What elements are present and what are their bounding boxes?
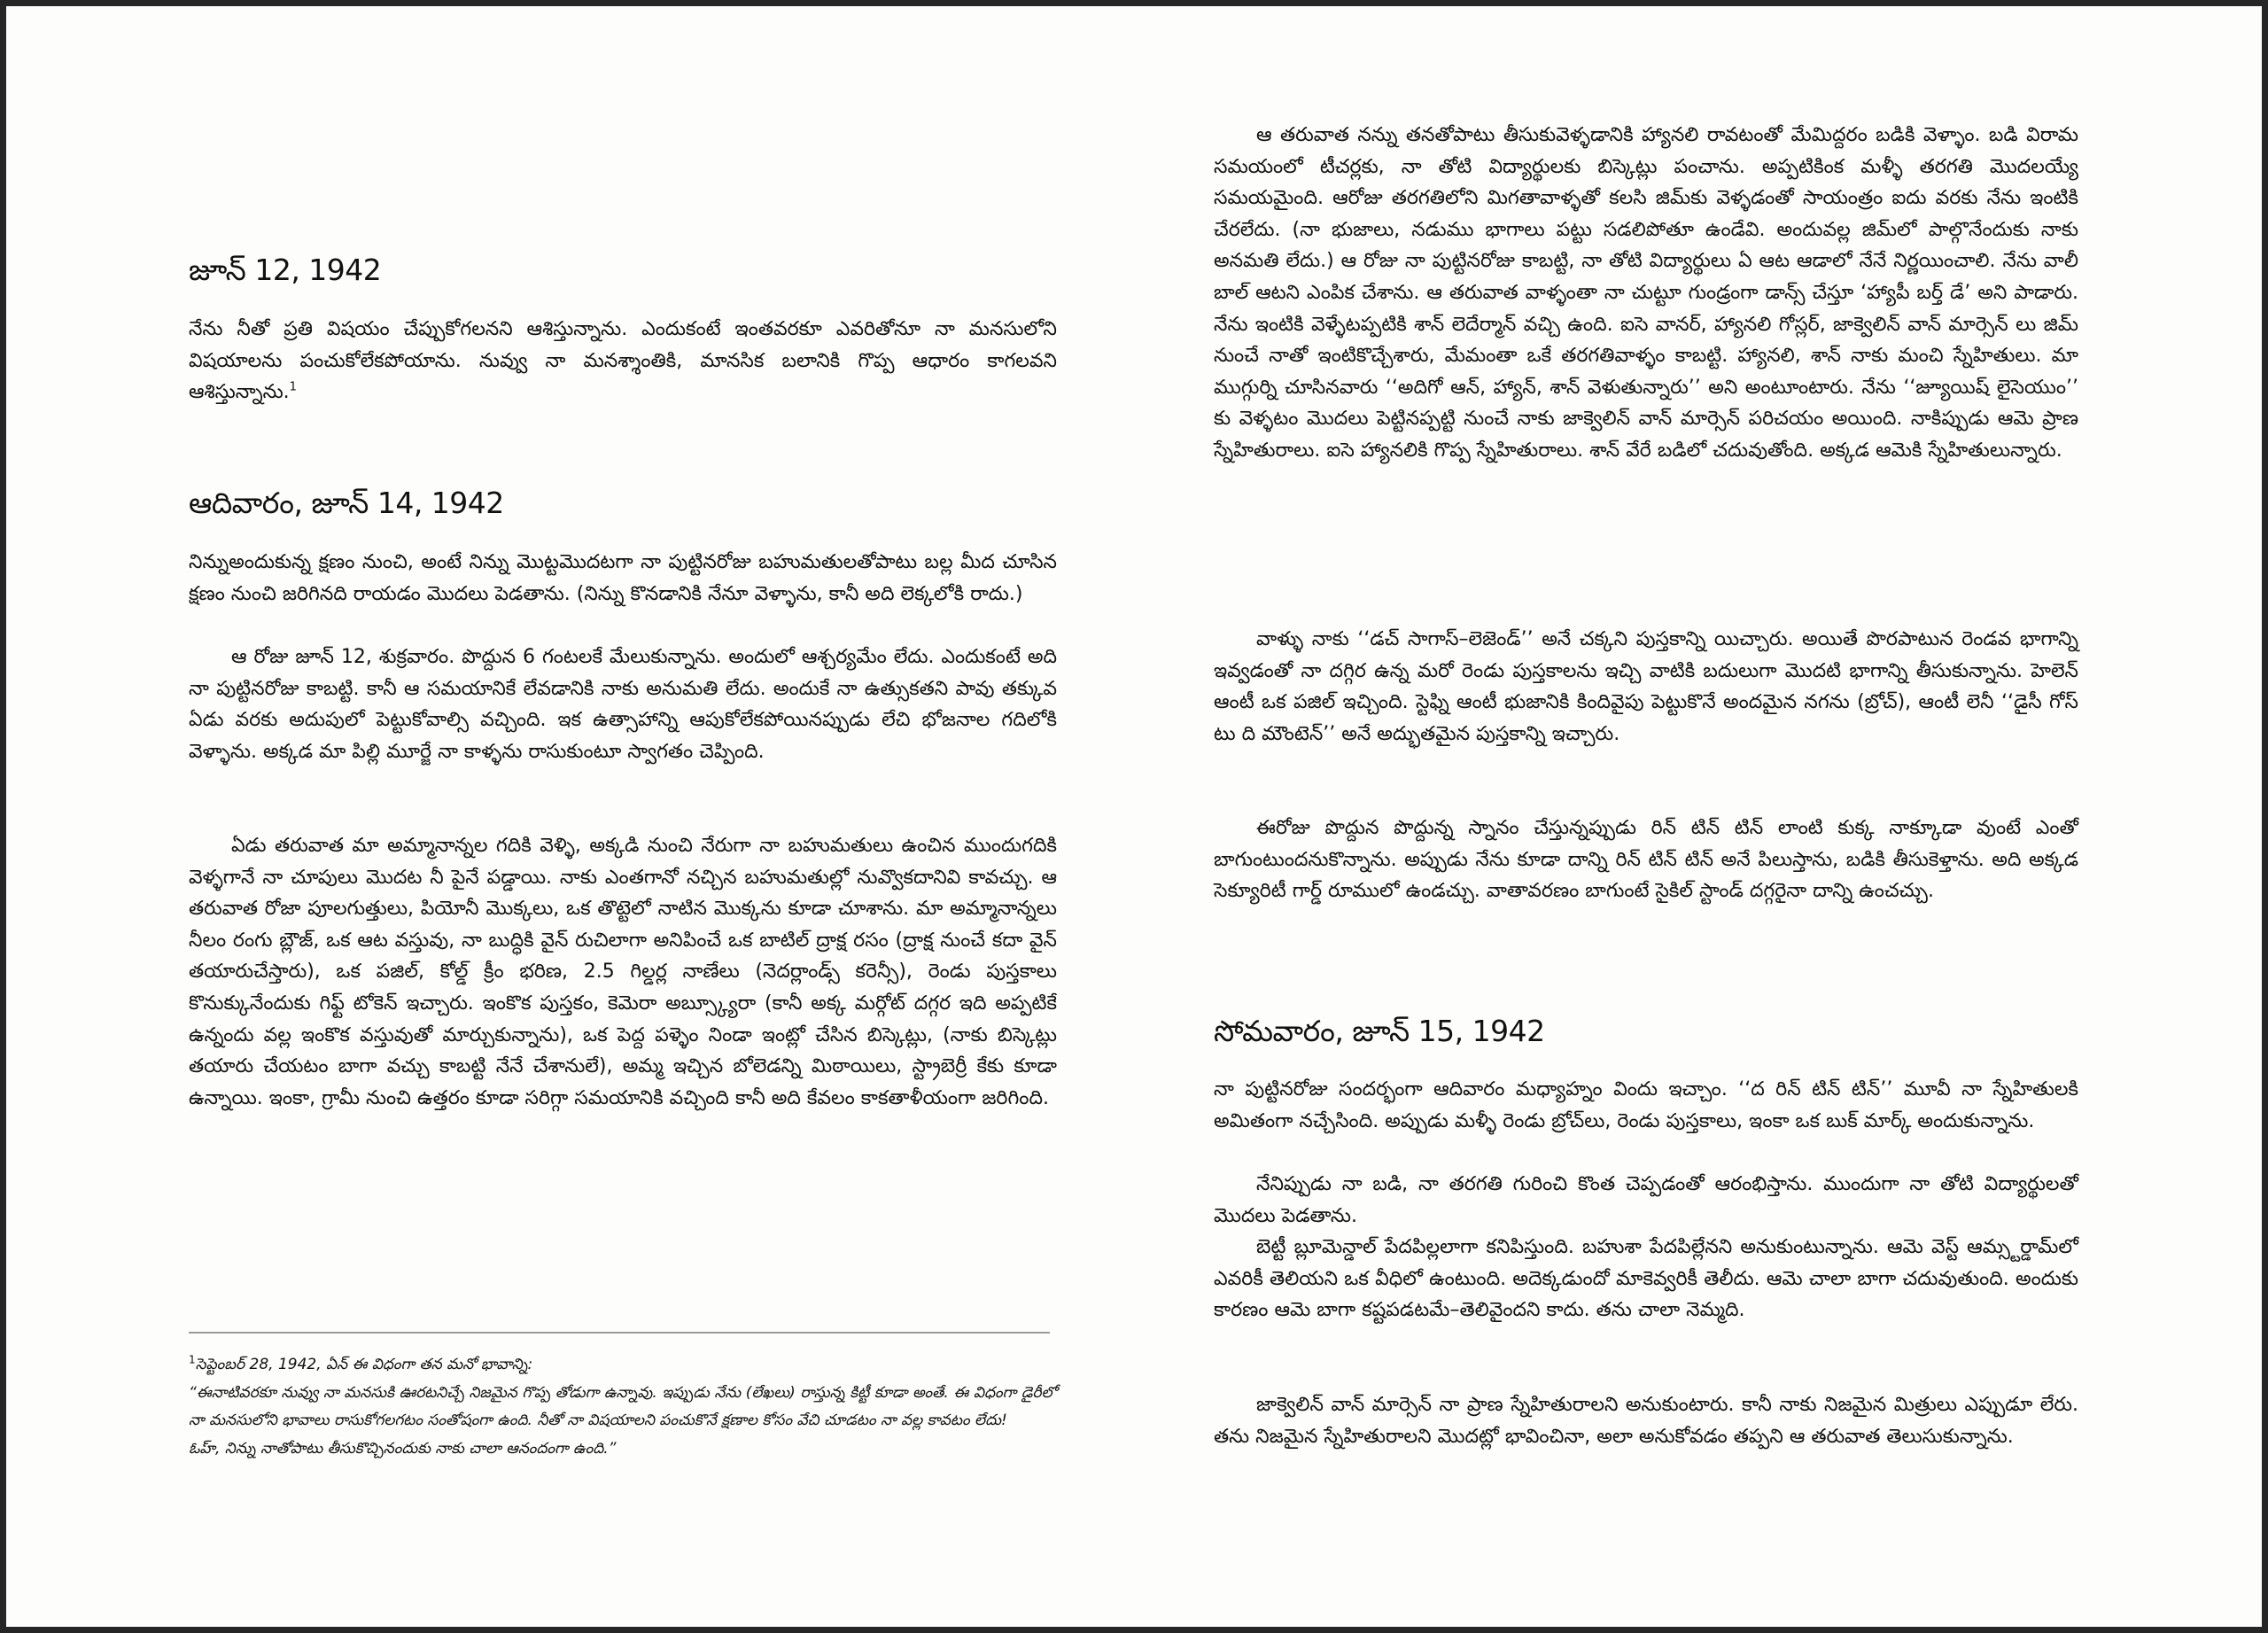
book-spread	[6, 6, 2262, 1627]
paragraph: నిన్నుఅందుకున్న క్షణం నుంచి, అంటే నిన్ను మొట్టమొదటగా నా పుట్టినరోజు బహుమతులతోపాటు బల్ల మీద చూసిన క్షణం నుంచి జరిగినది రాయడం మొదలు పెడతాను. (నిన్ను కొనడానికి నేనూ వెళ్ళాను, కానీ అది లెక్కలోకి రాదు.)	[189, 551, 1057, 605]
left-page	[189, 6, 1057, 1627]
paragraph	[189, 314, 1057, 408]
paragraph: ఆ తరువాత నన్ను తనతోపాటు తీసుకువెళ్ళడానికి హ్యానలి రావటంతో మేమిద్దరం బడికి వెళ్ళాం. బడి విరామ సమయంలో టీచర్లకు, నా తోటి విద్యార్థులకు బిస్కెట్లు పంచాను. అప్పటికింక మళ్ళీ తరగతి మొదలయ్యే సమయమైంది. ఆరోజు తరగతిలోని మిగతావాళ్ళతో కలసి జిమ్‌కు వెళ్ళడంతో సాయంత్రం ఐదు వరకు నేను ఇంటికి చేరలేదు. (నా భుజాలు, నడుము భాగాలు పట్టు సడలిపోతూ ఉండేవి. అందువల్ల జిమ్‌లో పాల్గొనేందుకు నాకు అనమతి లేదు.) ఆ రోజు నా పుట్టినరోజు కాబట్టి, నా తోటి విద్యార్థులు ఏ ఆట ఆడాలో నేనే నిర్ణయించాలి. నేను వాలీ బాల్ ఆటని ఎంపిక చేశాను. ఆ తరువాత వాళ్ళంతా నా చుట్టూ గుండ్రంగా డాన్స్ చేస్తూ ‘హ్యాపీ బర్త్ డే’ అని పాడారు. నేను ఇంటికి వెళ్ళేటప్పటికి శాన్ లెదేర్మాన్ వచ్చి ఉంది. ఐసె వానర్, హ్యానలి గోస్లర్, జాక్వెలిన్ వాన్ మార్సెన్ లు జిమ్ నుంచే నాతో ఇంటికొచ్చేశారు, మేమంతా ఒకే తరగతివాళ్ళం కాబట్టి. హ్యానలి, శాన్ నాకు మంచి స్నేహితులు. మా ముగ్గుర్ని చూసినవారు ‘‘అదిగో ఆన్, హ్యాన్, శాన్ వెళుతున్నారు’’ అని అంటూంటారు. నేను ‘‘జ్యూయిష్ లైసెయుం’’ కు వెళ్ళటం మొదలు పెట్టినప్పట్టి నుంచే నాకు జాక్వెలిన్ వాన్ మార్సెన్ పరిచయం అయింది. నాకిప్పుడు ఆమె ప్రాణ స్నేహితురాలు. ఐసె హ్యానలికి గొప్ప స్నేహితురాలు. శాన్ వేరే బడిలో చదువుతోంది. అక్కడ ఆమెకి స్నేహితులున్నారు.	[1214, 124, 2078, 462]
entry-heading-sunday-june-14: ఆదివారం, జూన్ 14, 1942	[189, 486, 504, 520]
footnote-marker: 1	[189, 1353, 196, 1366]
footnote-quote: “ఈనాటివరకూ నువ్వు నా మనసుకి ఊరటనిచ్చే నిజమైన గొప్ప తోడుగా ఉన్నావు. ఇప్పుడు నేను (లేఖలు) రాస్తున్న కిట్టీ కూడా అంతే. ఈ విధంగా డైరీలో నా మనసులోని భావాలు రాసుకోగలగటం సంతోషంగా ఉంది. నీతో నా విషయాలని పంచుకొనే క్షణాల కోసం వేచి చూడటం నా వల్ల కావటం లేదు!	[189, 1383, 1057, 1429]
footnote-intro-text: సెప్టెంబర్ 28, 1942, ఏన్ ఈ విధంగా తన మనో భావాన్ని:	[195, 1356, 533, 1373]
paragraph: జాక్వెలిన్ వాన్ మార్సెన్ నా ప్రాణ స్నేహితురాలని అనుకుంటారు. కానీ నాకు నిజమైన మిత్రులు ఎప్పుడూ లేరు. తను నిజమైన స్నేహితురాలని మొదట్లో భావించినా, అలా అనుకోవడం తప్పని ఆ తరువాత తెలుసుకున్నాను.	[1214, 1394, 2078, 1448]
paragraph: బెట్టీ బ్లూమెన్డాల్ పేదపిల్లలాగా కనిపిస్తుంది. బహుశా పేదపిల్లేనని అనుకుంటున్నాను. ఆమె వెస్ట్ ఆమ్స్టర్డామ్‌లో ఎవరికీ తెలియని ఒక వీధిలో ఉంటుంది. అదెక్కడుందో మాకెవ్వరికీ తెలీదు. ఆమె చాలా బాగా చదువుతుంది. అందుకు కారణం ఆమె బాగా కష్టపడటమే–తెలివైందని కాదు. తను చాలా నెమ్మది.	[1214, 1236, 2078, 1322]
paragraph: వాళ్ళు నాకు ‘‘డచ్ సాగాస్–లెజెండ్’’ అనే చక్కని పుస్తకాన్ని యిచ్చారు. అయితే పొరపాటున రెండవ భాగాన్ని ఇవ్వడంతో నా దగ్గిర ఉన్న మరో రెండు పుస్తకాలను ఇచ్చి వాటికి బదులుగా మొదటి భాగాన్ని తీసుకున్నాను. హెలెన్ ఆంటీ ఒక పజిల్ ఇచ్చింది. స్టెఫ్ని ఆంటీ భుజానికి కిందివైపు పెట్టుకొనే అందమైన నగను (బ్రోచ్), ఆంటీ లెనీ ‘‘డైసీ గోస్ టు ది మౌంటెన్’’ అనే అద్భుతమైన పుస్తకాన్ని ఇచ్చారు.	[1214, 628, 2078, 745]
paragraph: నా పుట్టినరోజు సందర్భంగా ఆదివారం మధ్యాహ్నం విందు ఇచ్చాం. ‘‘ద రిన్ టిన్ టిన్’’ మూవీ నా స్నేహితులకి అమితంగా నచ్చేసింది. అప్పుడు మళ్ళీ రెండు బ్రోచ్‌లు, రెండు పుస్తకాలు, ఇంకా ఒక బుక్ మార్క్ అందుకున్నాను.	[1214, 1078, 2078, 1132]
entry-heading-monday-june-15: సోమవారం, జూన్ 15, 1942	[1214, 1014, 1545, 1048]
footnote-intro	[189, 1351, 1057, 1380]
footnote-closing: ఓహ్, నిన్ను నాతోపాటు తీసుకొచ్చినందుకు నాకు చాలా ఆనందంగా ఉంది.”	[189, 1439, 617, 1458]
paragraph: ఈరోజు పొద్దున పొద్దున్న స్నానం చేస్తున్నప్పుడు రిన్ టిన్ టిన్ లాంటి కుక్క నాక్కూడా వుంటే ఎంతో బాగుంటుందనుకొన్నాను. అప్పుడు నేను కూడా దాన్ని రిన్ టిన్ టిన్ అనే పిలుస్తాను, బడికి తీసుకెళ్తాను. అది అక్కడ సెక్యూరిటీ గార్డ్ రూములో ఉండచ్చు. వాతావరణం బాగుంటే సైకిల్ స్టాండ్ దగ్గరైనా దాన్ని ఉంచచ్చు.	[1214, 817, 2078, 903]
paragraph: ఆ రోజు జూన్ 12, శుక్రవారం. పొద్దున 6 గంటలకే మేలుకున్నాను. అందులో ఆశ్చర్యమేం లేదు. ఎందుకంటే అది నా పుట్టినరోజు కాబట్టి. కానీ ఆ సమయానికే లేవడానికి నాకు అనుమతి లేదు. అందుకే నా ఉత్సుకతని పావు తక్కువ ఏడు వరకు అదుపులో పెట్టుకోవాల్సి వచ్చింది. ఇక ఉత్సాహాన్ని ఆపుకోలేకపోయినప్పుడు లేచి భోజనాల గదిలోకి వెళ్ళాను. అక్కడ మా పిల్లి మూర్జే నా కాళ్ళను రాసుకుంటూ స్వాగతం చెప్పింది.	[189, 646, 1057, 763]
paragraph: నేనిప్పుడు నా బడి, నా తరగతి గురించి కొంత చెప్పడంతో ఆరంభిస్తాను. ముందుగా నా తోటి విద్యార్థులతో మొదలు పెడతాను.	[1214, 1173, 2078, 1227]
paragraph-text: నేను నీతో ప్రతి విషయం చేప్పుకోగలనని ఆశిస్తున్నాను. ఎందుకంటే ఇంతవరకూ ఎవరితోనూ నా మనసులోని విషయాలను పంచుకోలేకపోయాను. నువ్వు నా మనశ్శాంతికి, మానసిక బలానికి గొప్ప ఆధారం కాగలవని ఆశిస్తున్నాను.	[189, 318, 1057, 404]
entry-heading-june-12: జూన్ 12, 1942	[189, 253, 382, 287]
paragraph: ఏడు తరువాత మా అమ్మానాన్నల గదికి వెళ్ళి, అక్కడి నుంచి నేరుగా నా బహుమతులు ఉంచిన ముందుగదికి వెళ్ళగానే నా చూపులు మొదట నీ పైనే పడ్డాయి. నాకు ఎంతగానో నచ్చిన బహుమతుల్లో నువ్వొకదానివి కావచ్చు. ఆ తరువాత రోజా పూలగుత్తులు, పియోనీ మొక్కలు, ఒక తొట్టెలో నాటిన మొక్కను కూడా చూశాను. మా అమ్మానాన్నలు నీలం రంగు బ్లౌజ్, ఒక ఆట వస్తువు, నా బుద్ధికి వైన్ రుచిలాగా అనిపించే ఒక బాటిల్ ద్రాక్ష రసం (ద్రాక్ష నుంచే కదా వైన్ తయారుచేస్తారు), ఒక పజిల్, కోల్డ్ క్రీం భరిణ, 2.5 గిల్డర్ల నాణేలు (నెదర్లాండ్స్ కరెన్సీ), రెండు పుస్తకాలు కొనుక్కునేందుకు గిఫ్ట్ టోకెన్ ఇచ్చారు. ఇంకొక పుస్తకం, కెమెరా అబ్స్క్యూరా (కానీ అక్క మర్గోట్ దగ్గర ఇది అప్పటికే ఉన్నందు వల్ల ఇంకొక వస్తువుతో మార్చుకున్నాను), ఒక పెద్ద పళ్ళెం నిండా ఇంట్లో చేసిన బిస్కెట్లు, (నాకు బిస్కెట్లు తయారు చేయటం బాగా వచ్చు కాబట్టి నేనే చేశానులే), అమ్మ ఇచ్చిన బోలెడన్ని మిఠాయిలు, స్ట్రాబెర్రీ కేకు కూడా ఉన్నాయి. ఇంకా, గ్రామీ నుంచి ఉత్తరం కూడా సరిగ్గా సమయానికి వచ్చింది కానీ అది కేవలం కాకతాళీయంగా జరిగింది.	[189, 835, 1057, 1109]
footnote	[189, 1351, 1057, 1463]
footnote-reference[interactable]: 1	[289, 380, 297, 394]
footnote-separator	[189, 1332, 1050, 1334]
right-page	[1214, 6, 2078, 1627]
